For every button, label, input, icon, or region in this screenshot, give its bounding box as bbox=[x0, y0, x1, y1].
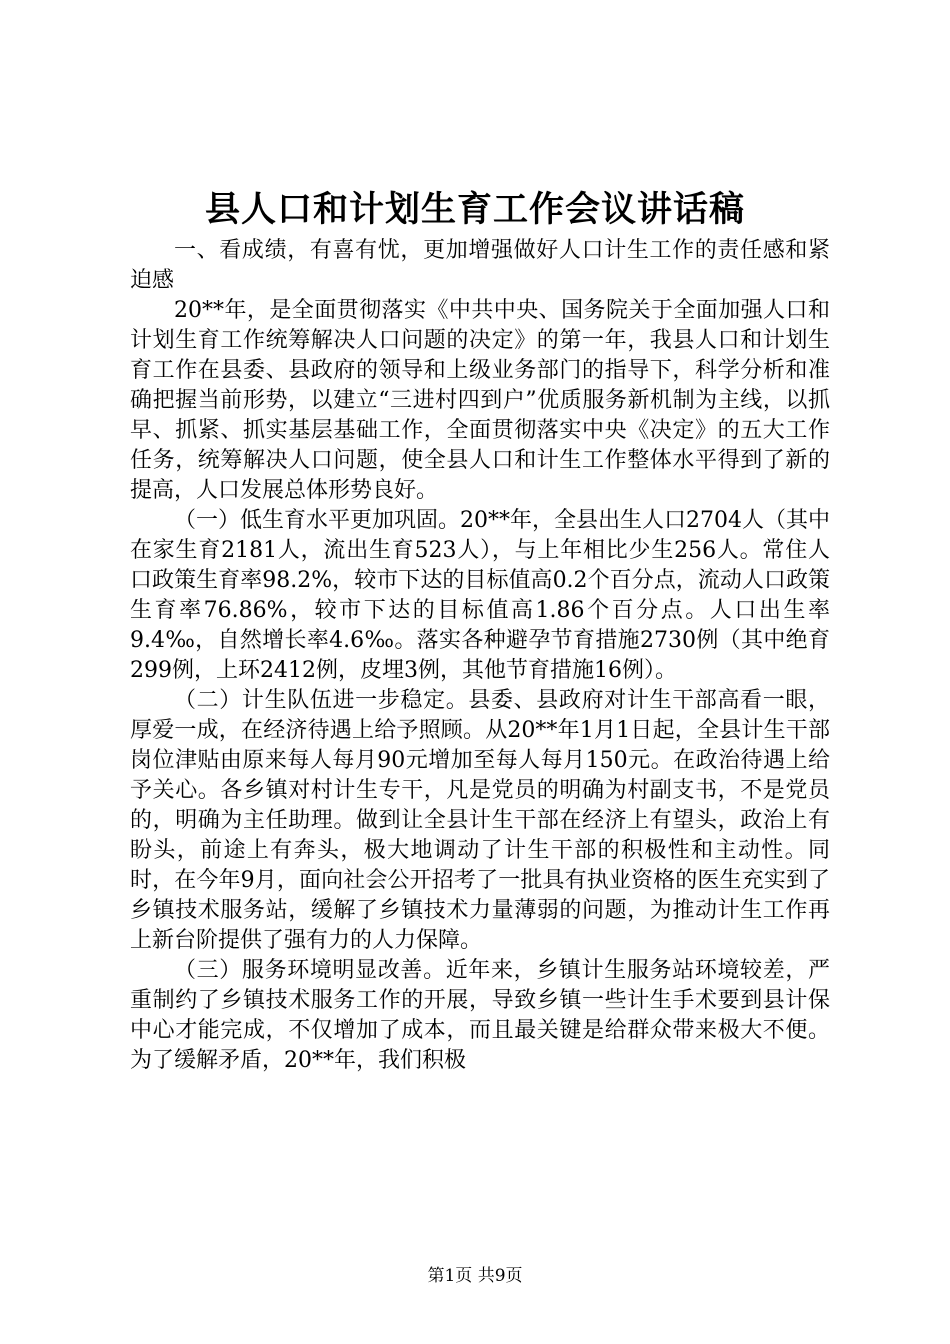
paragraph-intro: 20**年，是全面贯彻落实《中共中央、国务院关于全面加强人口和计划生育工作统筹解决人口问题的决定》的第一年，我县人口和计划生育工作在县委、县政府的领导和上级业务部门的指导下，科学分析和准确把握当前形势，以建立“三进村四到户”优质服务新机制为主线，以抓早、抓紧、抓实基层基础工作，全面贯彻落实中央《决定》的五大工作任务，统筹解决人口问题，使全县人口和计生工作整体水平得到了新的提高，人口发展总体形势良好。 bbox=[130, 298, 830, 503]
paragraph-service-environment: （三）服务环境明显改善。近年来，乡镇计生服务站环境较差，严重制约了乡镇技术服务工作的开展，导致乡镇一些计生手术要到县计保中心才能完成，不仅增加了成本，而且最关键是给群众带来极大不便。为了缓解矛盾，20**年，我们积极 bbox=[130, 958, 830, 1073]
section-heading: 一、看成绩，有喜有忧，更加增强做好人口计生工作的责任感和紧迫感 bbox=[130, 238, 830, 293]
paragraph-birth-level: （一）低生育水平更加巩固。20**年，全县出生人口2704人（其中在家生育2181人，流出生育523人），与上年相比少生256人。常住人口政策生育率98.2%，较市下达的目标值高0.2个百分点，流动人口政策生育率76.86%，较市下达的目标值高1.86个百分点。人口出生率9.4‰，自然增长率4.6‰。落实各种避孕节育措施2730例（其中绝育299例，上环2412例，皮埋3例，其他节育措施16例）。 bbox=[130, 508, 830, 683]
paragraph-staff: （二）计生队伍进一步稳定。县委、县政府对计生干部高看一眼，厚爱一成，在经济待遇上给予照顾。从20**年1月1日起，全县计生干部岗位津贴由原来每人每月90元增加至每人每月150元。在政治待遇上给予关心。各乡镇对村计生专干，凡是党员的明确为村副支书，不是党员的，明确为主任助理。做到让全县计生干部在经济上有望头，政治上有盼头，前途上有奔头，极大地调动了计生干部的积极性和主动性。同时，在今年9月，面向社会公开招考了一批具有执业资格的医生充实到了乡镇技术服务站，缓解了乡镇技术力量薄弱的问题，为推动计生工作再上新台阶提供了强有力的人力保障。 bbox=[130, 688, 830, 953]
document-body bbox=[130, 236, 830, 1076]
page-number-footer: 第1页 共9页 bbox=[427, 1266, 523, 1286]
document-title: 县人口和计划生育工作会议讲话稿 bbox=[204, 190, 745, 230]
